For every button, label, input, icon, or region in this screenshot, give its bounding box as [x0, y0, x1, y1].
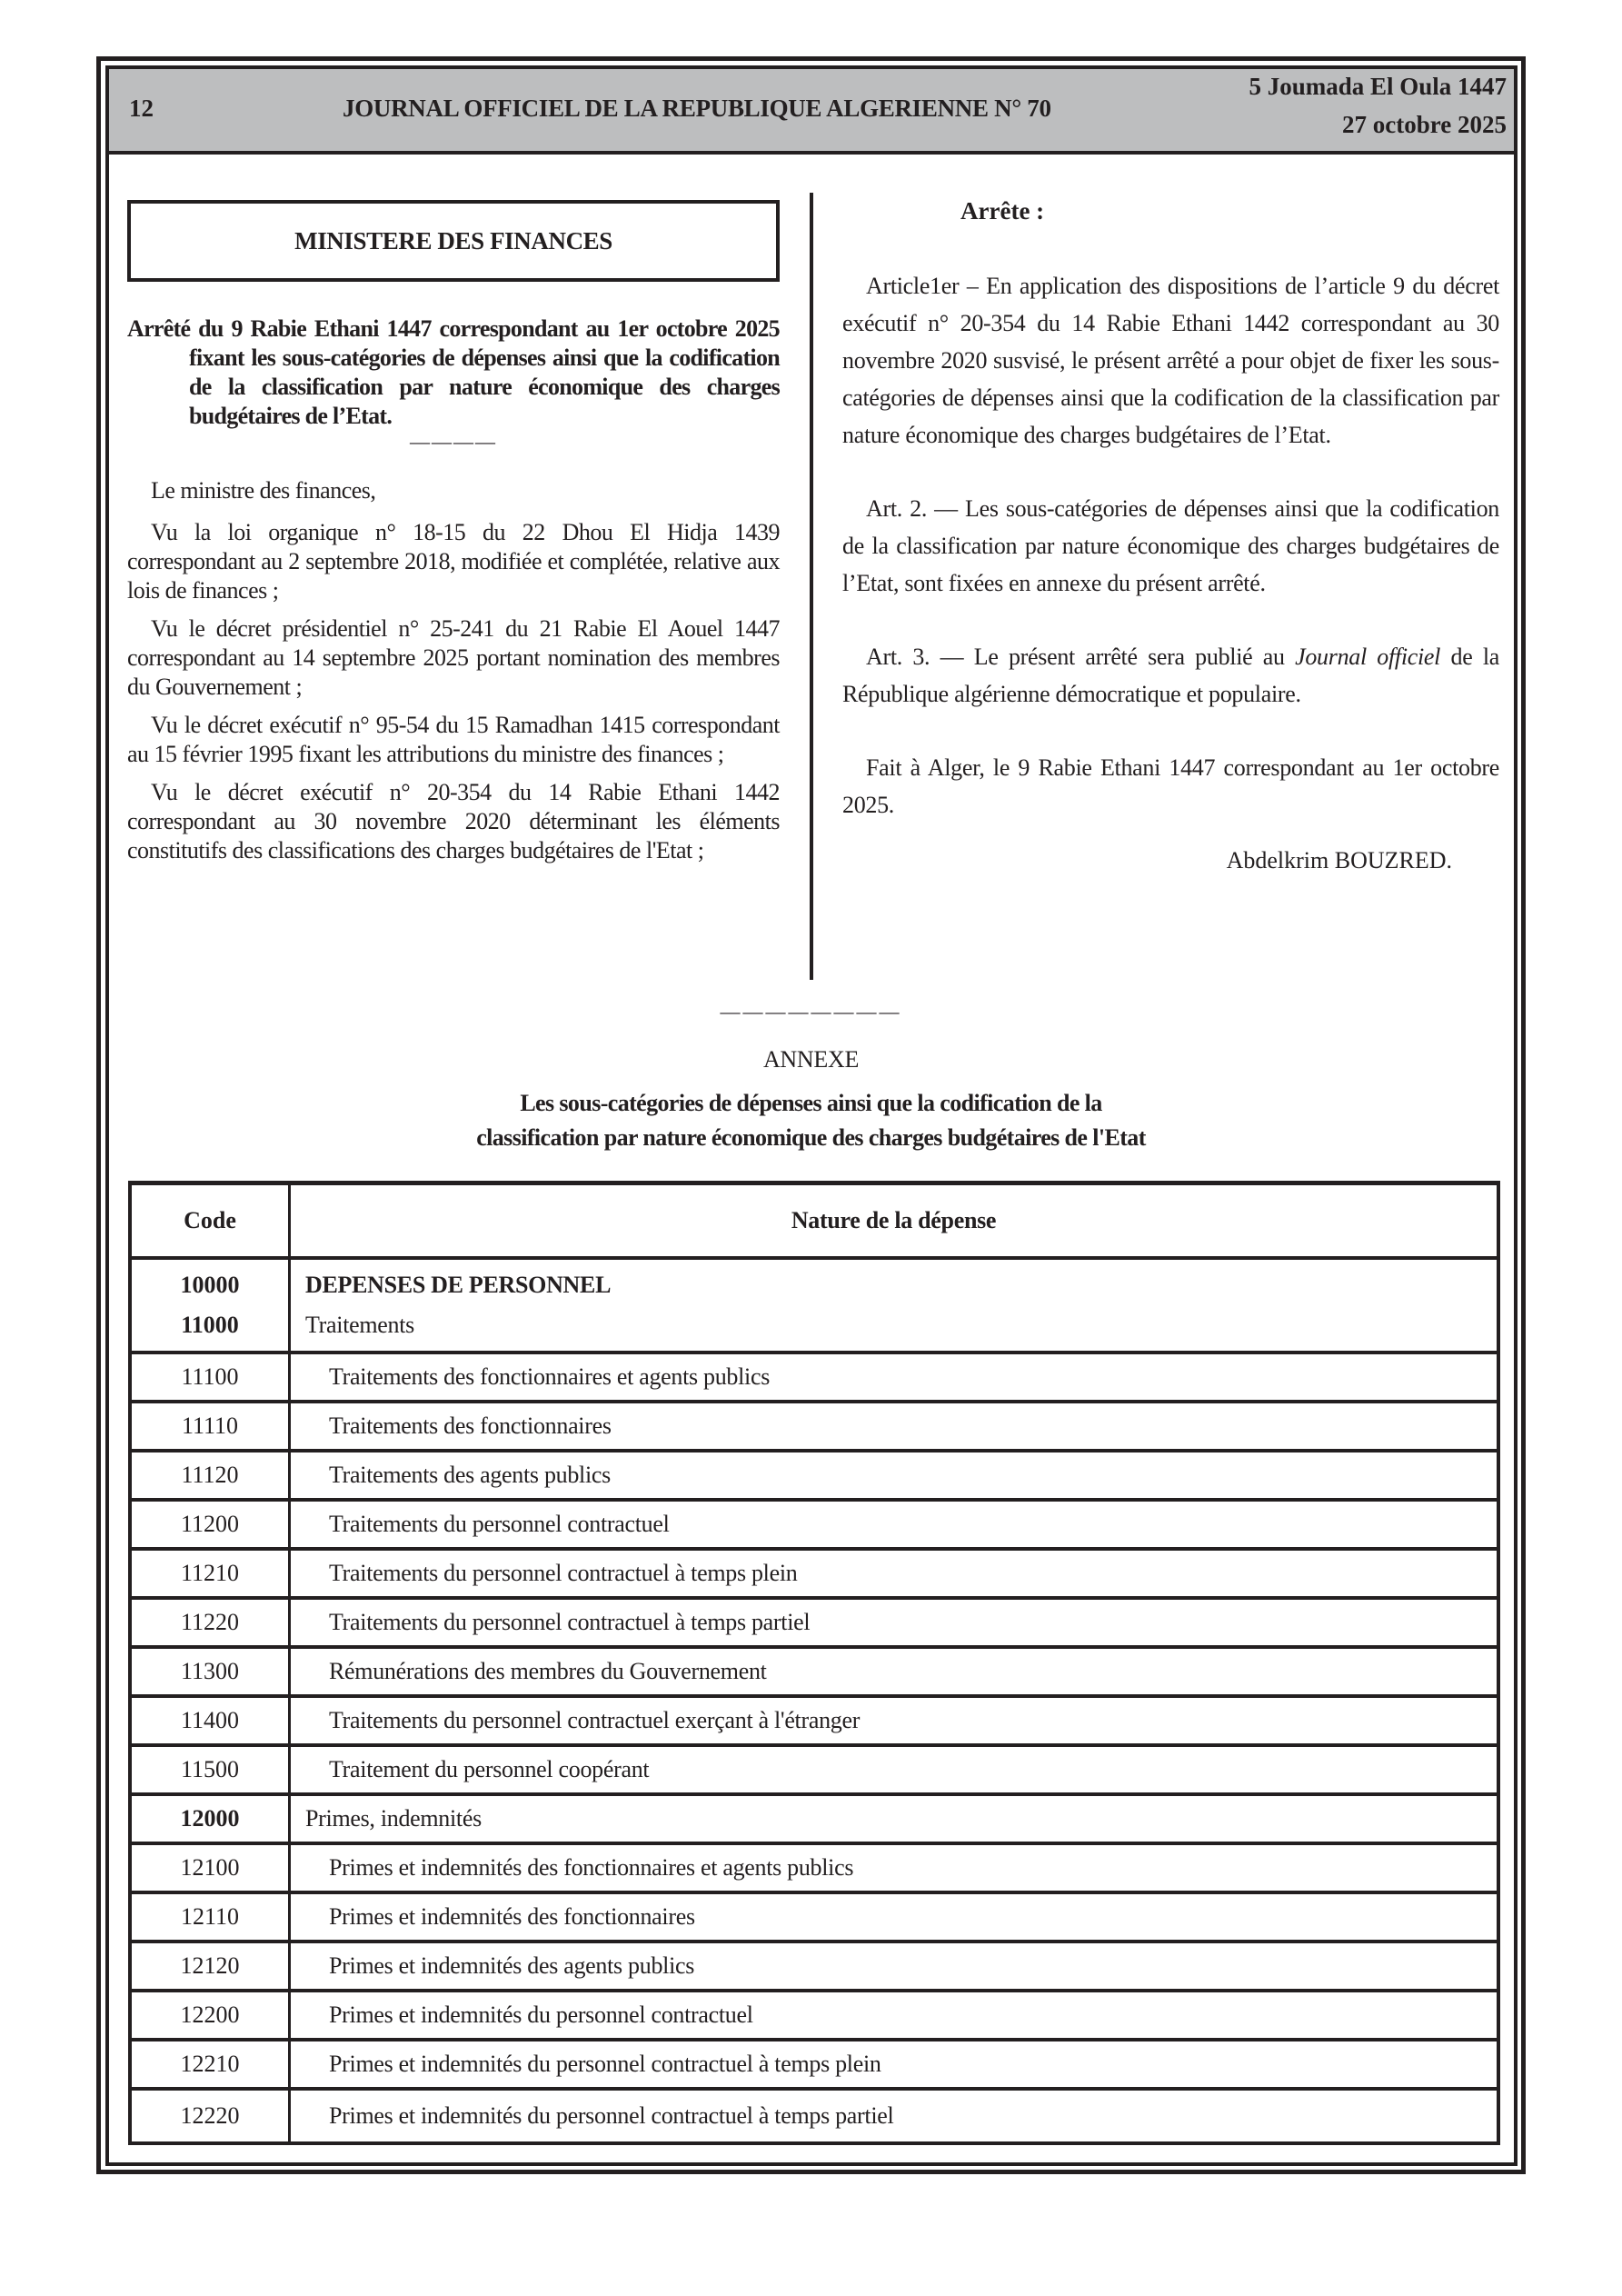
preamble-vu-1: Vu la loi organique n° 18-15 du 22 Dhou El Hidja 1439 correspondant au 2 septembre 2018, modifiée et complétée, relative aux lois de finances ; [127, 519, 780, 604]
code-cell: 12210 [132, 2041, 291, 2087]
code-cell: 11300 [132, 1649, 291, 1694]
nature-cell: Traitements des fonctionnaires [329, 1413, 612, 1439]
article-3-text: Art. 3. — Le présent arrêté sera publié au [866, 644, 1296, 670]
table-row [132, 1596, 1497, 1645]
table-header-row [132, 1185, 1497, 1260]
annex-title [0, 1086, 1622, 1155]
table-row [132, 1891, 1497, 1940]
nature-cell: Traitements [305, 1312, 414, 1338]
table-row [132, 2087, 1497, 2141]
right-column [842, 195, 1499, 874]
code-cell: 12220 [132, 2091, 291, 2141]
code-cell: 12200 [132, 1992, 291, 2038]
table-group-10000 [132, 1260, 1497, 1351]
article-3-text-end: de la République algérienne démocratique et populaire. [842, 644, 1499, 707]
table-row [132, 1989, 1497, 2038]
column-divider [810, 193, 813, 980]
nature-cell: Primes et indemnités du personnel contractuel [329, 2002, 753, 2028]
preamble-vu-2: Vu le décret présidentiel n° 25-241 du 21 Rabie El Aouel 1447 correspondant au 14 septembre 2025 portant nomination des membres du Gouvernement ; [127, 615, 780, 700]
done-at: Fait à Alger, le 9 Rabie Ethani 1447 correspondant au 1er octobre 2025. [842, 754, 1499, 818]
journal-officiel-italic: Journal officiel [1295, 644, 1441, 670]
code-cell: 12100 [132, 1845, 291, 1891]
code-cell: 11220 [132, 1600, 291, 1645]
table-row [132, 1743, 1497, 1792]
preamble-vu-4: Vu le décret exécutif n° 20-354 du 14 Rabie Ethani 1442 correspondant au 30 novembre 2020 déterminant les éléments constitutifs des classifications des charges budgétaires de l'Etat ; [127, 779, 780, 863]
nature-cell: Primes et indemnités du personnel contractuel à temps partiel [329, 2102, 894, 2129]
table-row [132, 1498, 1497, 1547]
code-cell: 11200 [132, 1502, 291, 1547]
date-gregorian: 27 octobre 2025 [1342, 111, 1507, 138]
table-row [132, 1694, 1497, 1743]
nature-cell: Primes et indemnités des agents publics [329, 1952, 695, 1979]
header-code: Code [132, 1185, 291, 1256]
nature-cell: Traitements des agents publics [329, 1462, 611, 1488]
left-column [127, 200, 780, 874]
arrete-heading: Arrête : [960, 197, 1045, 225]
article-3 [842, 638, 1499, 713]
table-row [132, 1940, 1497, 1989]
table-row [132, 1400, 1497, 1449]
table-row [132, 1351, 1497, 1400]
nature-cell: Traitements du personnel contractuel à temps partiel [329, 1609, 811, 1635]
code-cell: 11400 [132, 1698, 291, 1743]
nature-cell: DEPENSES DE PERSONNEL [305, 1272, 612, 1298]
nature-cell: Traitements du personnel contractuel à temps plein [329, 1560, 798, 1586]
code-cell: 11120 [132, 1452, 291, 1498]
expense-classification-table [128, 1181, 1500, 2145]
ministry-heading: MINISTERE DES FINANCES [127, 200, 780, 282]
annex-separator: ———————— [720, 1000, 902, 1023]
nature-cell: Traitements du personnel contractuel [329, 1511, 670, 1537]
preamble-vu-3: Vu le décret exécutif n° 95-54 du 15 Ramadhan 1415 correspondant au 15 février 1995 fixant les attributions du ministre des finances ; [127, 712, 780, 767]
preamble-minister: Le ministre des finances, [151, 477, 376, 504]
code-cell: 12120 [132, 1943, 291, 1989]
signature: Abdelkrim BOUZRED. [1226, 847, 1452, 873]
article-1: Article1er – En application des dispositions de l’article 9 du décret exécutif n° 20-354 du 14 Rabie Ethani 1442 correspondant au 30 novembre 2020 susvisé, le présent arrêté a pour objet de fixer les sous-catégories de dépenses ainsi que la codification de la classification par nature économique des charges budgétaires de l’Etat. [842, 273, 1499, 448]
code-cell: 11000 [181, 1312, 239, 1338]
journal-header [109, 69, 1514, 155]
nature-cell: Traitement du personnel coopérant [329, 1756, 650, 1782]
separator: ———— [410, 430, 497, 453]
page-number: 12 [129, 95, 154, 122]
nature-cell: Primes, indemnités [305, 1805, 482, 1832]
code-cell: 10000 [180, 1272, 240, 1298]
code-cell: 11100 [132, 1354, 291, 1400]
annex-label: ANNEXE [762, 1046, 860, 1073]
table-group-12000 [132, 1792, 1497, 1842]
nature-cell: Rémunérations des membres du Gouvernement [329, 1658, 767, 1684]
nature-cell: Primes et indemnités des fonctionnaires [329, 1903, 695, 1930]
nature-cell: Traitements du personnel contractuel exerçant à l'étranger [329, 1707, 861, 1733]
code-cell: 12000 [132, 1796, 291, 1842]
nature-cell: Primes et indemnités du personnel contractuel à temps plein [329, 2051, 881, 2077]
annex-title-line-1: Les sous-catégories de dépenses ainsi que la codification de la [520, 1090, 1102, 1116]
code-cell: 11500 [132, 1747, 291, 1792]
code-cell: 12110 [132, 1894, 291, 1940]
arrete-title: Arrêté du 9 Rabie Ethani 1447 correspondant au 1er octobre 2025 fixant les sous-catégories de dépenses ainsi que la codification de la classification par nature économique des charges budgétaires de l’Etat. [127, 315, 780, 429]
code-cell: 11210 [132, 1551, 291, 1596]
table-row [132, 1842, 1497, 1891]
annex-title-line-2: classification par nature économique des charges budgétaires de l'Etat [476, 1124, 1146, 1151]
nature-cell: Primes et indemnités des fonctionnaires et agents publics [329, 1854, 854, 1881]
table-row [132, 1547, 1497, 1596]
nature-cell: Traitements des fonctionnaires et agents publics [329, 1363, 771, 1390]
code-cell: 11110 [132, 1403, 291, 1449]
header-nature: Nature de la dépense [791, 1207, 997, 1233]
table-row [132, 1645, 1497, 1694]
table-row [132, 2038, 1497, 2087]
journal-title: JOURNAL OFFICIEL DE LA REPUBLIQUE ALGERIENNE N° 70 [343, 95, 1051, 122]
date-hijri: 5 Joumada El Oula 1447 [1249, 73, 1507, 100]
group-labels [291, 1260, 1497, 1351]
table-row [132, 1449, 1497, 1498]
group-codes [132, 1260, 291, 1351]
article-2: Art. 2. — Les sous-catégories de dépenses ainsi que la codification de la classification par nature économique des charges budgétaires de l’Etat, sont fixées en annexe du présent arrêté. [842, 495, 1499, 596]
